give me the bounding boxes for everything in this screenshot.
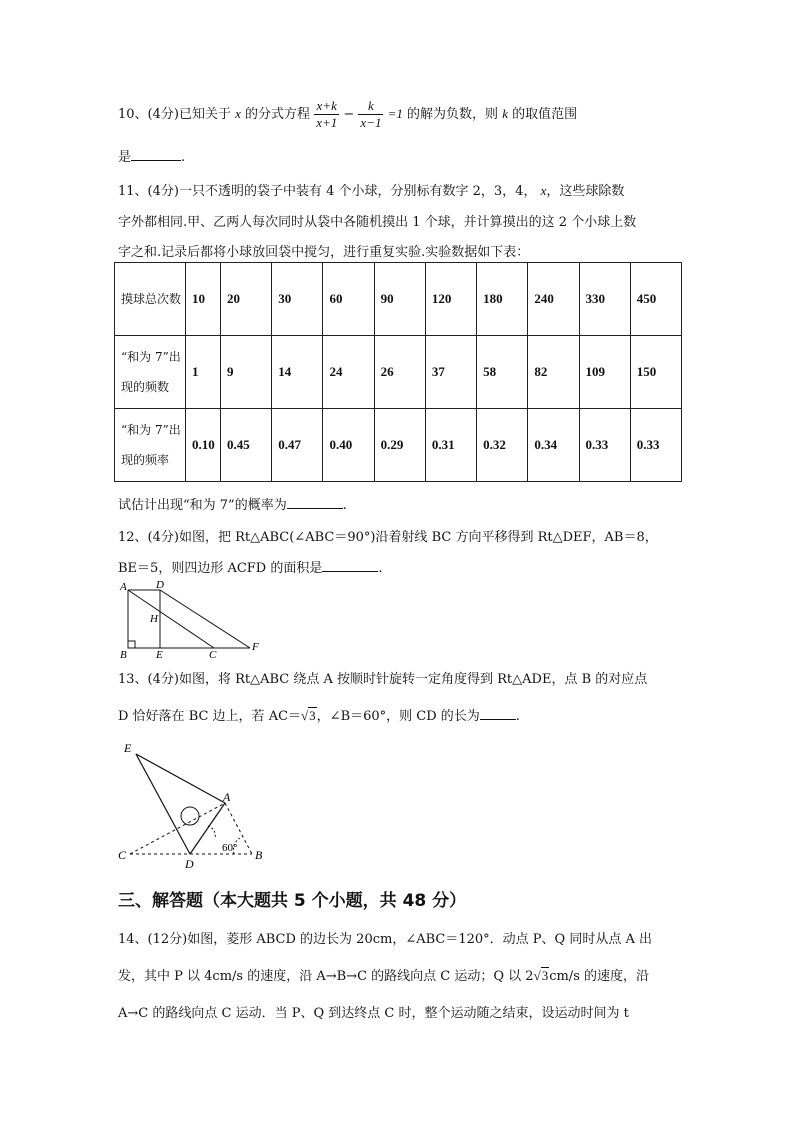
q10-suffix: 的解为负数，则 <box>407 107 499 122</box>
table-cell: 150 <box>630 336 681 409</box>
q11-after <box>118 494 347 513</box>
q12-figure <box>110 578 270 660</box>
table-header-rates: “和为 7”出现的频率 <box>115 409 186 482</box>
table-row-rates <box>115 409 682 482</box>
table-cell: 60 <box>323 263 374 336</box>
q14-sqrt-value: 3 <box>541 968 549 983</box>
table-cell: 26 <box>374 336 425 409</box>
q14-line2-post: cm/s 的速度，沿 <box>549 969 649 984</box>
q12-label-a: A <box>120 581 127 593</box>
table-cell: 24 <box>323 336 374 409</box>
table-cell: 180 <box>477 263 528 336</box>
q12-label-h: H <box>150 613 158 625</box>
q10-line2 <box>118 146 185 165</box>
q12-line2 <box>118 557 383 576</box>
q11-var-x: x <box>540 183 547 198</box>
q13-label-b: B <box>255 848 263 862</box>
q10-frac2-denominator: x−1 <box>360 115 382 130</box>
q10-var-x: x <box>235 106 241 121</box>
q10-line2-end: . <box>181 150 186 165</box>
q11-after-text: 试估计出现“和为 7”的概率为 <box>118 498 287 513</box>
q14-line2-pre: 发，其中 P 以 4cm/s 的速度，沿 A→B→C 的路线向点 C 运动；Q 以 2 <box>118 969 534 984</box>
q12-label-b: B <box>120 649 127 660</box>
q11-answer-blank[interactable] <box>287 496 343 509</box>
q13-line2 <box>118 705 520 724</box>
q10-line1 <box>118 98 577 131</box>
table-cell: 10 <box>186 263 221 336</box>
table-cell: 0.33 <box>630 409 681 482</box>
table-cell: 1 <box>186 336 221 409</box>
q11-line1-end: ，这些球除数 <box>546 184 625 199</box>
q10-frac2-numerator: k <box>358 98 383 115</box>
q11-line2: 字外都相同.甲、乙两人每次同时从袋中各随机摸出 1 个球，并计算摸出的这 2 个小球上数 <box>118 215 637 230</box>
q14-line3: A→C 的路线向点 C 运动．当 P、Q 到达终点 C 时，整个运动随之结束，设运动时间为 t <box>118 1006 629 1021</box>
q13-line2-end: . <box>515 709 520 724</box>
table-header-counts: “和为 7”出现的频数 <box>115 336 186 409</box>
table-cell: 90 <box>374 263 425 336</box>
table-row-counts <box>115 336 682 409</box>
table-cell: 330 <box>579 263 630 336</box>
frequency-table <box>114 262 682 482</box>
q11-line3: 字之和.记录后都将小球放回袋中搅匀，进行重复实验.实验数据如下表： <box>118 245 530 260</box>
q13-label-e: E <box>124 741 132 755</box>
table-cell: 0.32 <box>477 409 528 482</box>
q12-line1: 12、(4分)如图，把 Rt△ABC(∠ABC＝90°)沿着射线 BC 方向平移得到 Rt△DEF，AB＝8， <box>118 530 658 545</box>
q10-prefix: 10、(4分)已知关于 <box>118 107 231 122</box>
table-cell: 30 <box>272 263 323 336</box>
q10-equals: =1 <box>387 106 403 121</box>
q12-label-e: E <box>156 649 163 660</box>
q14-line1: 14、(12分)如图，菱形 ABCD 的边长为 20cm，∠ABC＝120°．动点 P、Q 同时从点 A 出 <box>118 932 652 947</box>
table-cell: 240 <box>528 263 579 336</box>
q10-frac1-numerator: x+k <box>314 98 339 115</box>
q10-answer-blank[interactable] <box>131 148 181 161</box>
q12-line2-text: BE＝5，则四边形 ACFD 的面积是 <box>118 561 323 576</box>
table-cell: 0.29 <box>374 409 425 482</box>
q10-fraction-2 <box>358 98 383 131</box>
q13-label-c: C <box>118 848 127 862</box>
table-cell: 0.10 <box>186 409 221 482</box>
q12-line2-end: . <box>378 561 383 576</box>
q10-minus: − <box>343 107 355 122</box>
table-cell: 120 <box>425 263 476 336</box>
table-cell: 37 <box>425 336 476 409</box>
q12-label-d: D <box>156 579 164 591</box>
table-cell: 20 <box>221 263 272 336</box>
q11-line1 <box>118 180 624 199</box>
table-cell: 0.31 <box>425 409 476 482</box>
table-cell: 450 <box>630 263 681 336</box>
q10-tail: 的取值范围 <box>512 107 578 122</box>
table-cell: 0.47 <box>272 409 323 482</box>
table-cell: 109 <box>579 336 630 409</box>
q11-after-end: . <box>342 498 347 513</box>
q12-label-f: F <box>252 641 259 653</box>
table-header-totals: 摸球总次数 <box>115 263 186 336</box>
q10-frac1-denominator: x+1 <box>316 115 338 130</box>
table-row-totals <box>115 263 682 336</box>
section-title: 三、解答题（本大题共 5 个小题，共 48 分） <box>118 891 467 911</box>
q10-fraction-1 <box>314 98 339 131</box>
q13-line2-pre: D 恰好落在 BC 边上，若 AC＝ <box>118 709 302 724</box>
table-cell: 58 <box>477 336 528 409</box>
q13-line2-post: ，∠B＝60°，则 CD 的长为 <box>316 709 480 724</box>
q12-label-c: C <box>209 649 217 660</box>
table-cell: 0.45 <box>221 409 272 482</box>
q10-mid: 的分式方程 <box>245 107 311 122</box>
q13-figure <box>112 738 272 868</box>
q12-answer-blank[interactable] <box>322 559 378 572</box>
q13-label-d: D <box>185 857 194 868</box>
table-cell: 14 <box>272 336 323 409</box>
table-cell: 9 <box>221 336 272 409</box>
table-cell: 0.40 <box>323 409 374 482</box>
table-cell: 82 <box>528 336 579 409</box>
q10-line2-start: 是 <box>118 150 132 165</box>
q10-var-k: k <box>502 106 508 121</box>
q13-sqrt: √3 <box>301 708 316 723</box>
q13-label-a: A <box>223 790 231 804</box>
q11-line1-text: 11、(4分)一只不透明的袋子中装有 4 个小球，分别标有数字 2，3，4， <box>118 184 537 199</box>
table-cell: 0.34 <box>528 409 579 482</box>
q13-angle-label: 60° <box>222 842 238 854</box>
table-cell: 0.33 <box>579 409 630 482</box>
q14-line2 <box>118 965 649 984</box>
q13-sqrt-value: 3 <box>309 708 316 723</box>
q13-line1: 13、(4分)如图，将 Rt△ABC 绕点 A 按顺时针旋转一定角度得到 Rt△ADE，点 B 的对应点 <box>118 672 648 687</box>
q14-sqrt: √3 <box>533 968 549 983</box>
q13-answer-blank[interactable] <box>480 707 516 720</box>
